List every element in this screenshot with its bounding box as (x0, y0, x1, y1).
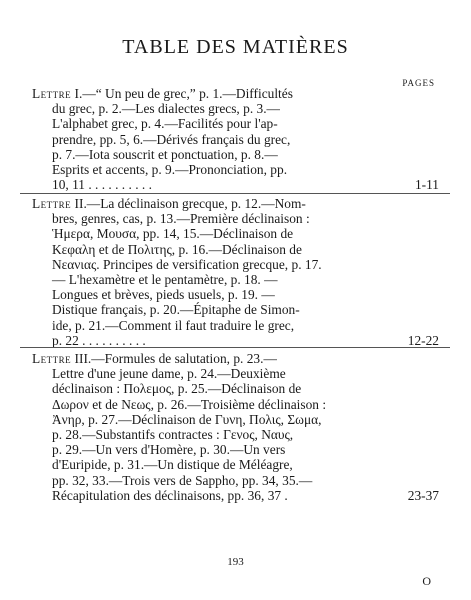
entry-line: Lettre II.—La déclinaison grecque, p. 12.—Nom- (32, 196, 306, 211)
toc-entry-lettre-3 (32, 351, 379, 503)
entry-line: bres, genres, cas, p. 13.—Première déclinaison : (52, 211, 310, 227)
entry-line: Esprits et accents, p. 9.—Prononciation, pp. (52, 162, 288, 178)
entry-line: pp. 32, 33.—Trois vers de Sappho, pp. 34, 35.— (52, 472, 313, 488)
entry-line: Longues et brèves, pieds usuels, p. 19. — (52, 287, 275, 303)
page-number: 193 (227, 556, 244, 568)
entry-line: d'Euripide, p. 31.—Un distique de Méléagre, (52, 457, 293, 473)
lettre-label: Lettre (32, 196, 72, 211)
toc-entry-lettre-2 (32, 196, 379, 348)
lettre-label: Lettre (32, 86, 72, 101)
entry-line: Ἡμερα, Μουσα, pp. 14, 15.—Déclinaison de (52, 226, 294, 242)
entry-line: prendre, pp. 5, 6.—Dérivés français du grec, (52, 131, 291, 147)
entry-line: Νεανιας. Principes de versification grecque, p. 17. (52, 256, 322, 272)
entry-line: p. 22 . . . . . . . . . . (52, 332, 146, 348)
lettre-label: Lettre (32, 351, 72, 366)
entry-line: Distique français, p. 20.—Épitaphe de Simon- (52, 302, 300, 318)
entry-line: p. 28.—Substantifs contractes : Γενος, Ναυς, (52, 427, 294, 443)
entry-line: du grec, p. 2.—Les dialectes grecs, p. 3.— (52, 101, 280, 117)
entry-line: Lettre III.—Formules de salutation, p. 23.— (32, 351, 277, 366)
entry-line: Ἀνηρ, p. 27.—Déclinaison de Γυνη, Πολις, Σωμα, (52, 411, 322, 427)
entry-line: Lettre d'une jeune dame, p. 24.—Deuxième (52, 366, 286, 382)
entry-line: Δωρον et de Νεως, p. 26.—Troisième déclinaison : (52, 396, 327, 412)
toc-page-range: 12-22 (407, 333, 439, 348)
entry-line: Récapitulation des déclinaisons, pp. 36, 37 . (52, 487, 288, 503)
entry-line: Κεφαλη et de Πολιτης, p. 16.—Déclinaison de (52, 241, 302, 257)
entry-line: Lettre I.—“ Un peu de grec,” p. 1.—Difficultés (32, 86, 293, 101)
entry-line: — L'hexamètre et le pentamètre, p. 18. — (52, 272, 278, 288)
section-divider (20, 193, 450, 194)
section-divider (20, 347, 450, 348)
toc-entry-lettre-1 (32, 86, 379, 192)
entry-line: p. 7.—Iota souscrit et ponctuation, p. 8.— (52, 146, 278, 162)
entry-line: L'alphabet grec, p. 4.—Facilités pour l'ap- (52, 116, 278, 132)
entry-line: p. 29.—Un vers d'Homère, p. 30.—Un vers (52, 442, 286, 458)
toc-page-range: 23-37 (407, 488, 439, 503)
entry-line: ide, p. 21.—Comment il faut traduire le grec, (52, 317, 295, 333)
pages-column-header: PAGES (402, 78, 435, 88)
entry-line: déclinaison : Πολεμος, p. 25.—Déclinaison de (52, 381, 302, 397)
signature-mark: O (422, 574, 431, 588)
toc-page-range: 1-11 (414, 177, 439, 192)
entry-line: 10, 11 . . . . . . . . . . (52, 177, 152, 193)
page-title: TABLE DES MATIÈRES (122, 36, 349, 58)
